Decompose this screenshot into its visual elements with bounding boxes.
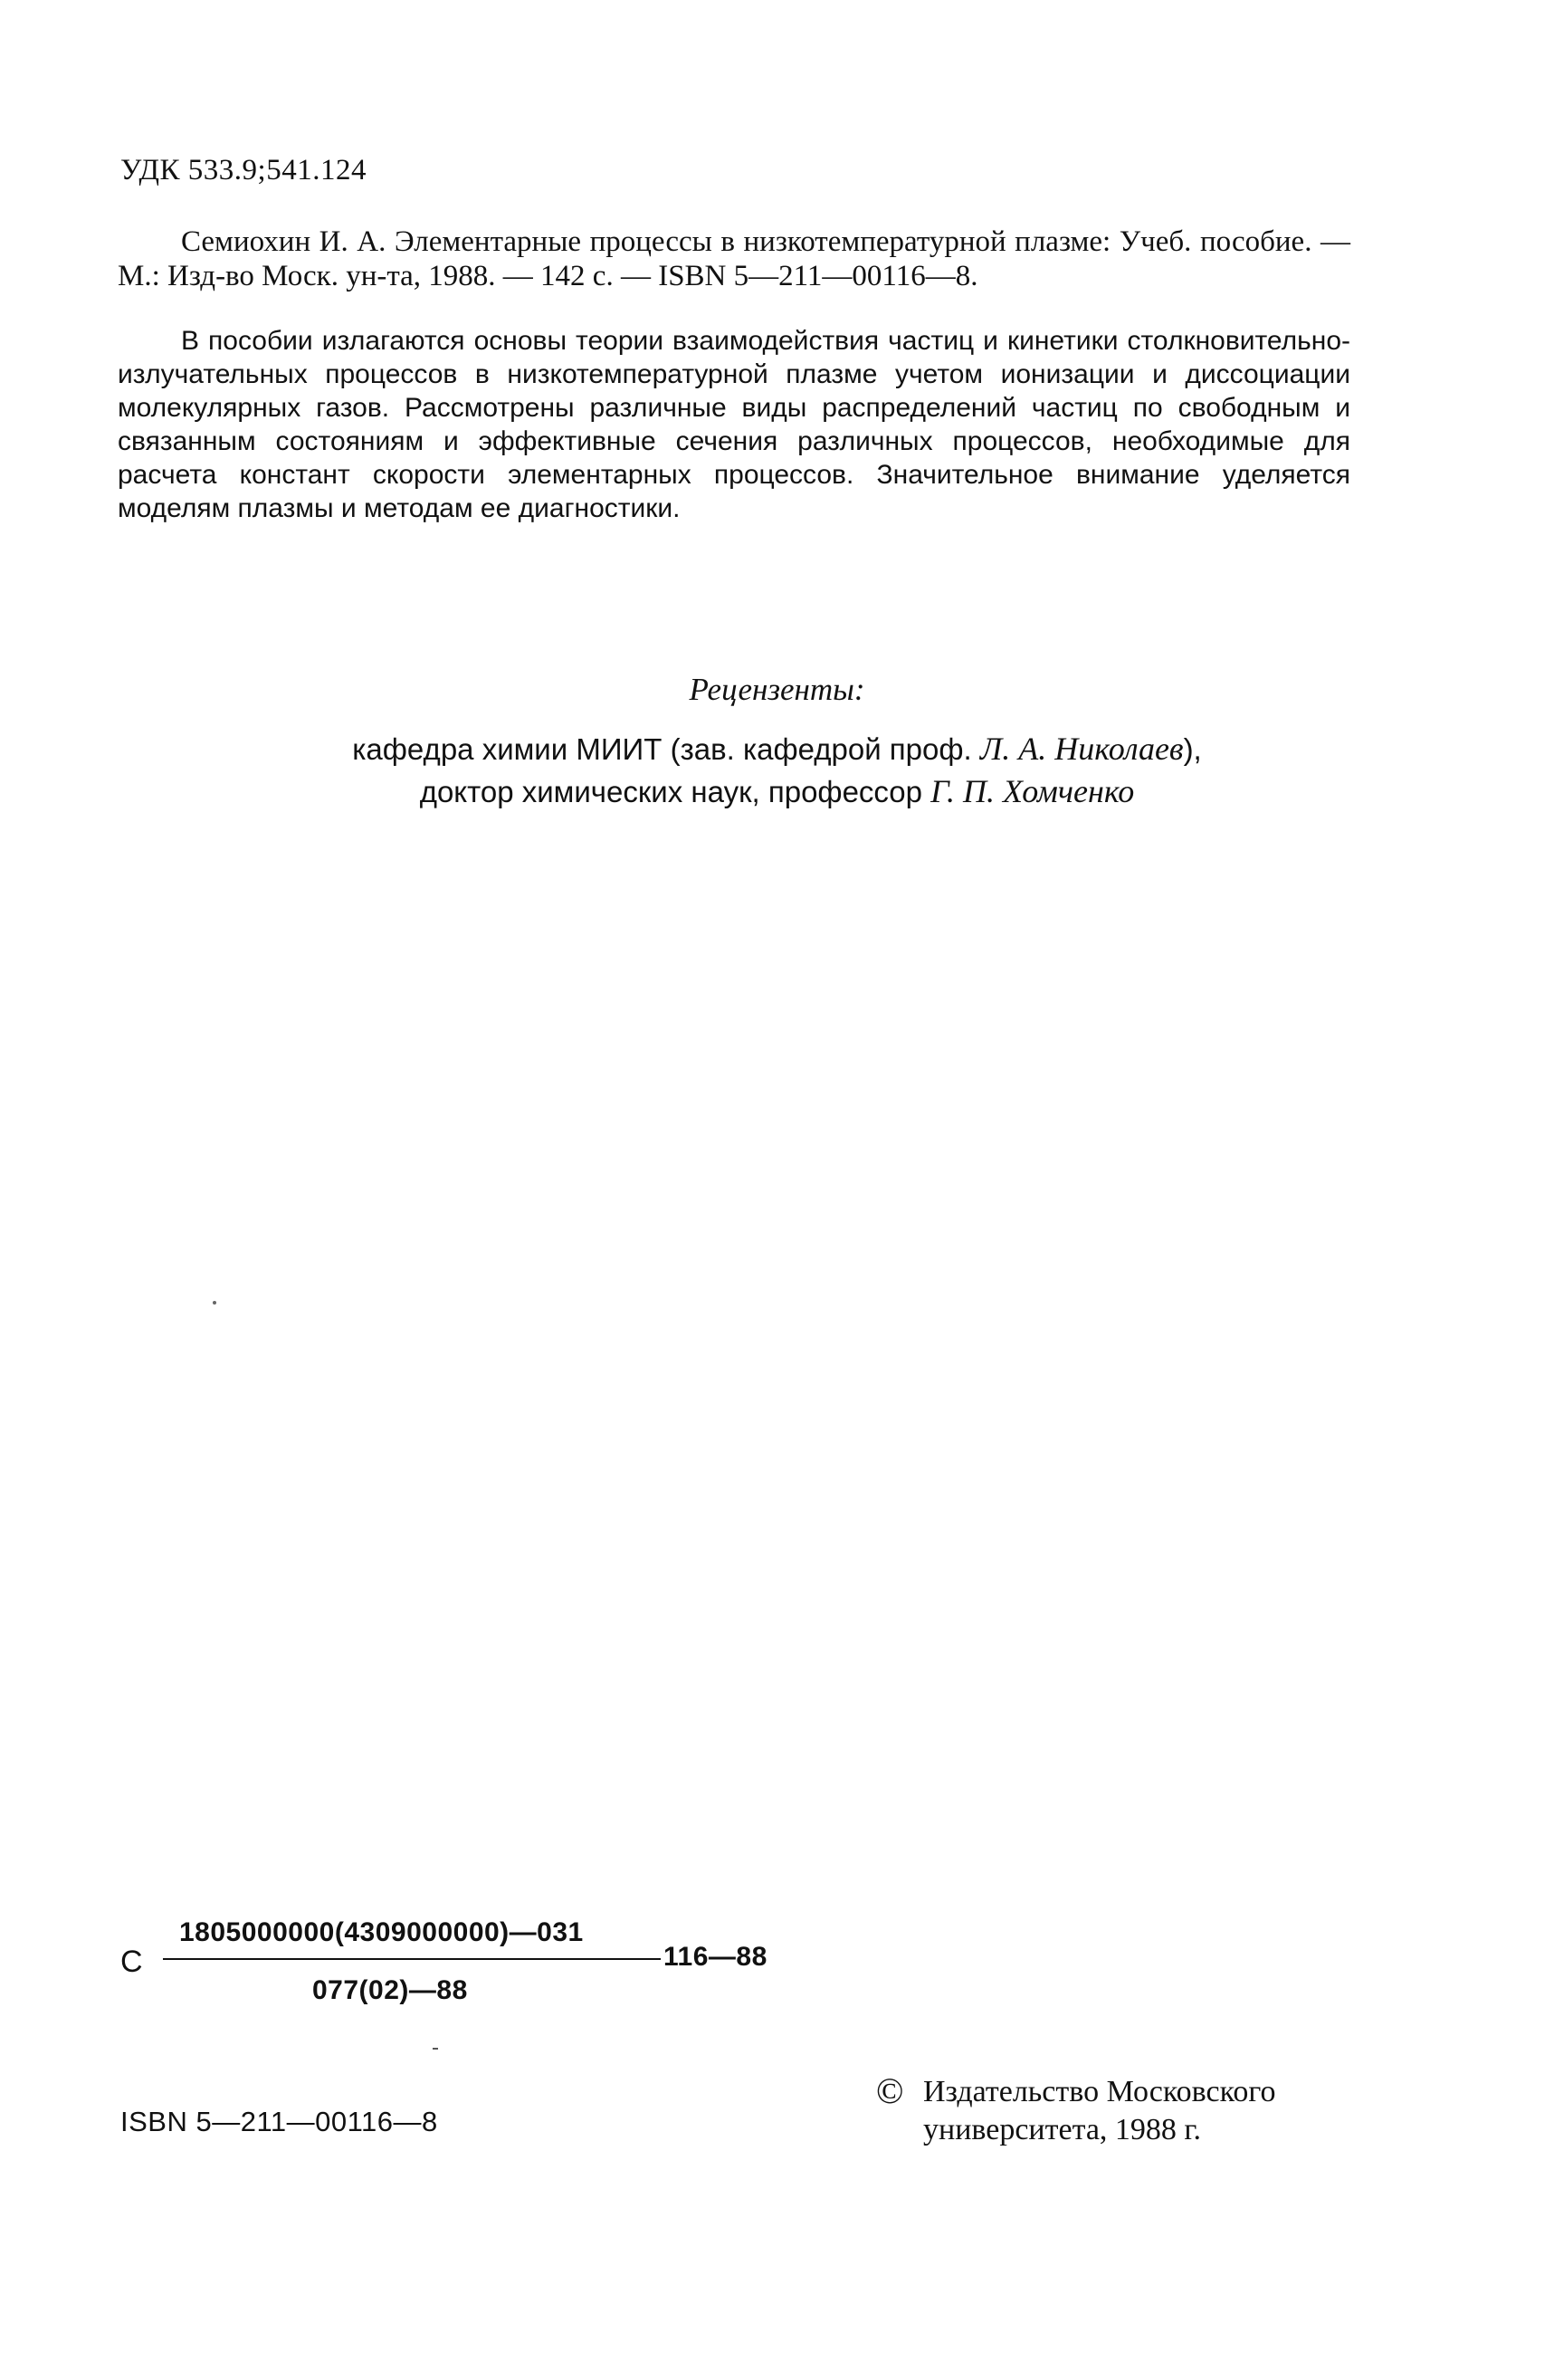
fraction-line (163, 1958, 661, 1960)
reviewer-2-name: Г. П. Хомченко (930, 773, 1135, 809)
isbn: ISBN 5—211—00116—8 (120, 2106, 438, 2137)
reviewer-1-text: кафедра химии МИИТ (зав. кафедрой проф. (352, 732, 980, 766)
classification-right: 116—88 (663, 1942, 767, 1972)
bibliographic-citation (118, 225, 1350, 293)
reviewer-2 (0, 772, 1554, 810)
classification-letter: С (120, 1945, 143, 1979)
abstract-text: В пособии излагаются основы теории взаимодействия частиц и кинетики столкновительно-излучательных процессов в низкотемпературной плазме учетом ионизации и диссоциации молекулярных газов. Рассмотрены различные виды распределений частиц по свободным и связанным состояниям и эффективные сечения различных процессов, необходимые для расчета констант скорости элементарных процессов. Значительное внимание уделяется моделям плазмы и методам ее диагностики. (118, 326, 1350, 523)
classification-denominator: 077(02)—88 (312, 1975, 468, 2005)
copyright-line-1: Издательство Московского (923, 2075, 1276, 2108)
reviewer-1-end: ), (1183, 732, 1202, 766)
citation-text: Семиохин И. А. Элементарные процессы в низкотемпературной плазме: Учеб. пособие. — М.: Изд-во Моск. ун-та, 1988. — 142 с. — ISBN 5—211—00116—8. (118, 225, 1350, 292)
copyright-icon: © (876, 2070, 904, 2111)
reviewer-1-name: Л. А. Николаев (979, 731, 1184, 767)
reviewers-heading: Рецензенты: (689, 672, 865, 707)
udk-code: УДК 533.9;541.124 (120, 154, 367, 186)
copyright-notice (923, 2073, 1276, 2149)
copyright-line-2: университета, 1988 г. (923, 2113, 1202, 2146)
reviewer-1 (0, 730, 1554, 768)
reviewer-2-text: доктор химических наук, профессор (419, 775, 931, 808)
abstract (118, 324, 1350, 525)
print-speck-2 (433, 2048, 438, 2050)
classification-numerator: 1805000000(4309000000)—031 (179, 1917, 584, 1947)
print-speck (213, 1301, 216, 1305)
